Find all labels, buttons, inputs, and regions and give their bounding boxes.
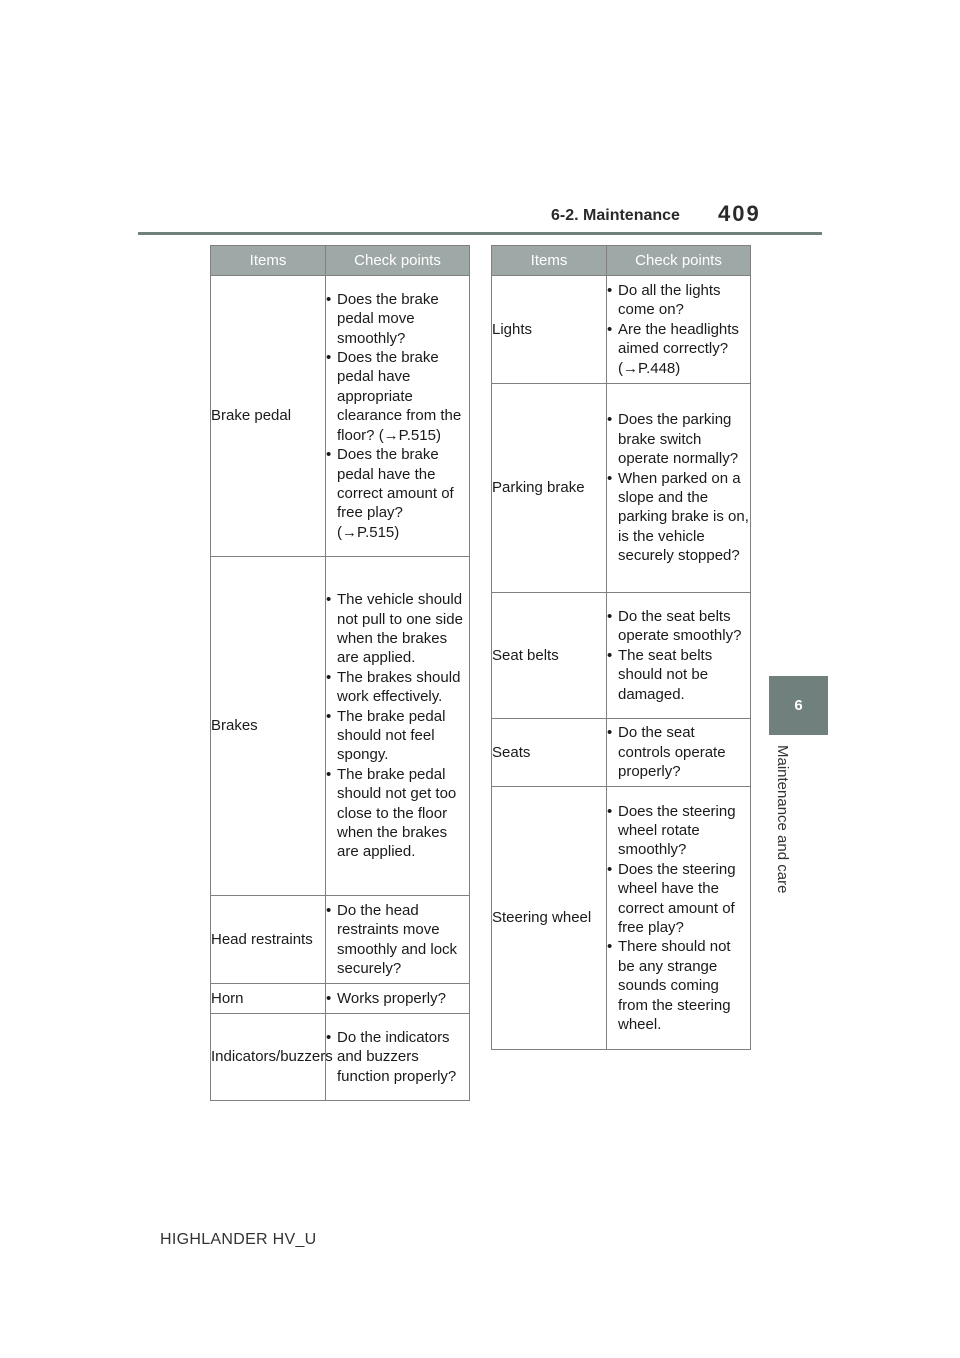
check-point: • Does the brake pedal have appropriate clearance from the floor? (→P.515) xyxy=(326,348,469,445)
check-points-list xyxy=(607,802,750,1035)
check-points-cell xyxy=(607,384,751,593)
footer-model: HIGHLANDER HV_U xyxy=(160,1231,317,1248)
check-point: • Does the brake pedal have the correct amount of free play? (→P.515) xyxy=(326,445,469,542)
table-row xyxy=(492,384,751,593)
check-point: • Does the brake pedal move smoothly? xyxy=(326,290,469,348)
table-row xyxy=(492,719,751,787)
check-point: • Do all the lights come on? xyxy=(607,281,750,320)
table-header-row xyxy=(492,246,751,276)
check-points-cell xyxy=(607,276,751,384)
chapter-title: Maintenance and care xyxy=(774,745,791,894)
chapter-tab xyxy=(769,676,828,735)
item-name: Lights xyxy=(492,276,607,384)
check-point: • Does the steering wheel rotate smoothly? xyxy=(607,802,750,860)
column-header-items: Items xyxy=(211,246,326,276)
check-point: • Do the head restraints move smoothly and lock securely? xyxy=(326,901,469,979)
check-point: • Does the steering wheel have the correct amount of free play? xyxy=(607,860,750,938)
check-points-list xyxy=(326,989,469,1008)
check-point: • Do the seat controls operate properly? xyxy=(607,723,750,781)
check-point: • Works properly? xyxy=(326,989,469,1008)
check-points-list xyxy=(326,901,469,979)
table-header-row xyxy=(211,246,470,276)
section-title: 6-2. Maintenance xyxy=(551,207,680,224)
check-points-cell xyxy=(607,787,751,1050)
item-name: Parking brake xyxy=(492,384,607,593)
check-point: • There should not be any strange sounds coming from the steering wheel. xyxy=(607,937,750,1034)
check-point: • Do the seat belts operate smoothly? xyxy=(607,607,750,646)
check-points-cell xyxy=(326,557,470,896)
header-divider xyxy=(138,232,822,235)
check-points-list xyxy=(326,1028,469,1086)
check-points-cell xyxy=(607,593,751,719)
check-point: • Does the parking brake switch operate normally? xyxy=(607,410,750,468)
check-point: • The brake pedal should not feel spongy. xyxy=(326,707,469,765)
check-point: • The vehicle should not pull to one side when the brakes are applied. xyxy=(326,590,469,668)
item-name: Steering wheel xyxy=(492,787,607,1050)
check-points-list xyxy=(607,281,750,378)
check-point: • The brake pedal should not get too close to the floor when the brakes are applied. xyxy=(326,765,469,862)
check-point: • Are the headlights aimed correctly? (→P.448) xyxy=(607,320,750,378)
left-table-body xyxy=(211,276,470,1101)
item-name: Indicators/buzzers xyxy=(211,1014,326,1101)
item-name: Brake pedal xyxy=(211,276,326,557)
item-name: Brakes xyxy=(211,557,326,896)
check-point: • The seat belts should not be damaged. xyxy=(607,646,750,704)
right-table-body xyxy=(492,276,751,1050)
check-point: • Do the indicators and buzzers function properly? xyxy=(326,1028,469,1086)
right-check-table xyxy=(491,245,751,1050)
page-number: 409 xyxy=(718,201,761,226)
column-header-items: Items xyxy=(492,246,607,276)
item-name: Horn xyxy=(211,984,326,1014)
check-points-cell xyxy=(326,984,470,1014)
item-name: Seats xyxy=(492,719,607,787)
table-row xyxy=(492,787,751,1050)
table-row xyxy=(492,593,751,719)
check-points-list xyxy=(607,410,750,565)
check-points-list xyxy=(607,607,750,704)
column-header-check-points: Check points xyxy=(607,246,751,276)
chapter-number: 6 xyxy=(794,697,803,714)
table-row xyxy=(211,557,470,896)
check-points-cell xyxy=(326,276,470,557)
check-points-list xyxy=(326,290,469,542)
table-row xyxy=(211,984,470,1014)
check-points-list xyxy=(607,723,750,781)
check-points-cell xyxy=(607,719,751,787)
table-row xyxy=(211,896,470,984)
column-header-check-points: Check points xyxy=(326,246,470,276)
item-name: Head restraints xyxy=(211,896,326,984)
check-points-cell xyxy=(326,896,470,984)
check-point: • The brakes should work effectively. xyxy=(326,668,469,707)
item-name: Seat belts xyxy=(492,593,607,719)
check-points-list xyxy=(326,590,469,862)
table-row xyxy=(211,1014,470,1101)
check-point: • When parked on a slope and the parking brake is on, is the vehicle securely stopped? xyxy=(607,469,750,566)
table-row xyxy=(211,276,470,557)
check-points-cell xyxy=(326,1014,470,1101)
table-row xyxy=(492,276,751,384)
left-check-table xyxy=(210,245,470,1101)
